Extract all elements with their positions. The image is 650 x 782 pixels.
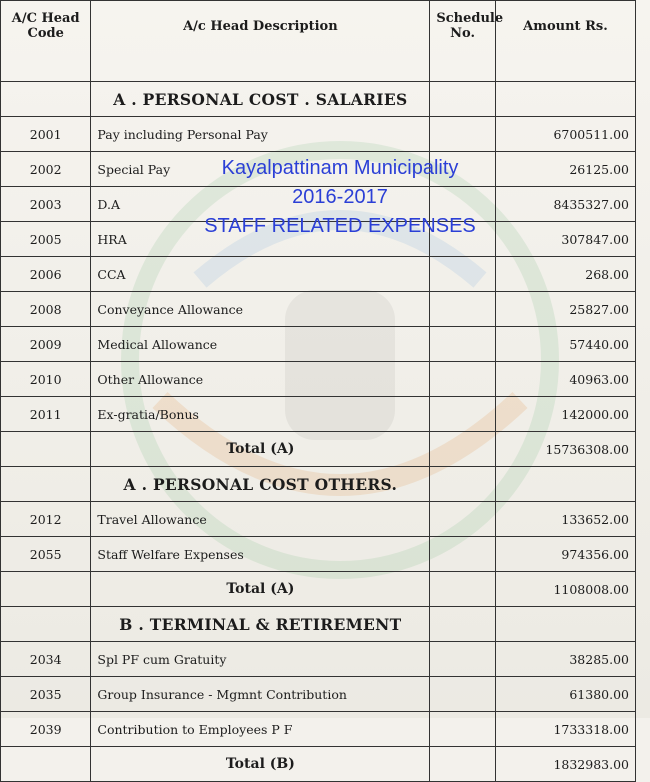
row-amount: 268.00 <box>495 257 635 292</box>
table-row <box>1 537 636 572</box>
row-amount: 25827.00 <box>495 292 635 327</box>
table-row <box>1 362 636 397</box>
row-code: 2003 <box>1 187 91 222</box>
section-heading-others: A . PERSONAL COST OTHERS. <box>91 467 430 502</box>
row-amount: 6700511.00 <box>495 117 635 152</box>
row-amount: 1733318.00 <box>495 712 635 747</box>
row-amount: 26125.00 <box>495 152 635 187</box>
row-amount: 133652.00 <box>495 502 635 537</box>
total-amount: 1108008.00 <box>495 572 635 607</box>
row-description: Contribution to Employees P F <box>91 712 430 747</box>
row-code: 2009 <box>1 327 91 362</box>
table-header-row <box>1 1 636 82</box>
row-amount: 142000.00 <box>495 397 635 432</box>
total-row <box>1 572 636 607</box>
row-code: 2034 <box>1 642 91 677</box>
section-heading-terminal: B . TERMINAL & RETIREMENT <box>91 607 430 642</box>
row-code: 2005 <box>1 222 91 257</box>
row-description: Staff Welfare Expenses <box>91 537 430 572</box>
header-schedule: Schedule No. <box>430 1 496 82</box>
table-row <box>1 152 636 187</box>
total-label: Total (B) <box>91 747 430 782</box>
row-code: 2006 <box>1 257 91 292</box>
row-description: Group Insurance - Mgmnt Contribution <box>91 677 430 712</box>
total-amount: 1832983.00 <box>495 747 635 782</box>
header-description: A/c Head Description <box>91 1 430 82</box>
row-code: 2035 <box>1 677 91 712</box>
row-amount: 307847.00 <box>495 222 635 257</box>
section-heading-row <box>1 467 636 502</box>
header-amount: Amount Rs. <box>495 1 635 82</box>
row-description: Spl PF cum Gratuity <box>91 642 430 677</box>
section-heading-row <box>1 82 636 117</box>
row-description: Special Pay <box>91 152 430 187</box>
total-row <box>1 747 636 782</box>
row-description: Ex-gratia/Bonus <box>91 397 430 432</box>
row-description: Conveyance Allowance <box>91 292 430 327</box>
table-row <box>1 502 636 537</box>
row-description: Other Allowance <box>91 362 430 397</box>
table-row <box>1 117 636 152</box>
overlay-municipality: Kayalpattinam Municipality <box>221 157 459 179</box>
row-code: 2001 <box>1 117 91 152</box>
total-amount: 15736308.00 <box>495 432 635 467</box>
row-description: HRA <box>91 222 430 257</box>
total-label: Total (A) <box>91 572 430 607</box>
row-amount: 8435327.00 <box>495 187 635 222</box>
section-heading-salaries: A . PERSONAL COST . SALARIES <box>91 82 430 117</box>
table-row <box>1 222 636 257</box>
row-code: 2055 <box>1 537 91 572</box>
table-row <box>1 712 636 747</box>
row-code: 2039 <box>1 712 91 747</box>
header-code: A/C Head Code <box>1 1 91 82</box>
row-amount: 40963.00 <box>495 362 635 397</box>
row-amount: 61380.00 <box>495 677 635 712</box>
table-row <box>1 187 636 222</box>
row-description: CCA <box>91 257 430 292</box>
row-code: 2008 <box>1 292 91 327</box>
table-row <box>1 257 636 292</box>
row-code: 2012 <box>1 502 91 537</box>
table-row <box>1 292 636 327</box>
total-row <box>1 432 636 467</box>
table-row <box>1 397 636 432</box>
row-description: Travel Allowance <box>91 502 430 537</box>
row-code: 2002 <box>1 152 91 187</box>
table-row <box>1 677 636 712</box>
section-heading-row <box>1 607 636 642</box>
table-row <box>1 642 636 677</box>
total-label: Total (A) <box>91 432 430 467</box>
overlay-subject: STAFF RELATED EXPENSES <box>204 215 476 237</box>
row-amount: 38285.00 <box>495 642 635 677</box>
row-code: 2010 <box>1 362 91 397</box>
row-description: Pay including Personal Pay <box>91 117 430 152</box>
row-amount: 57440.00 <box>495 327 635 362</box>
row-amount: 974356.00 <box>495 537 635 572</box>
row-description: Medical Allowance <box>91 327 430 362</box>
row-code: 2011 <box>1 397 91 432</box>
table-row <box>1 327 636 362</box>
overlay-year: 2016-2017 <box>292 186 388 208</box>
row-description: D.A <box>91 187 430 222</box>
